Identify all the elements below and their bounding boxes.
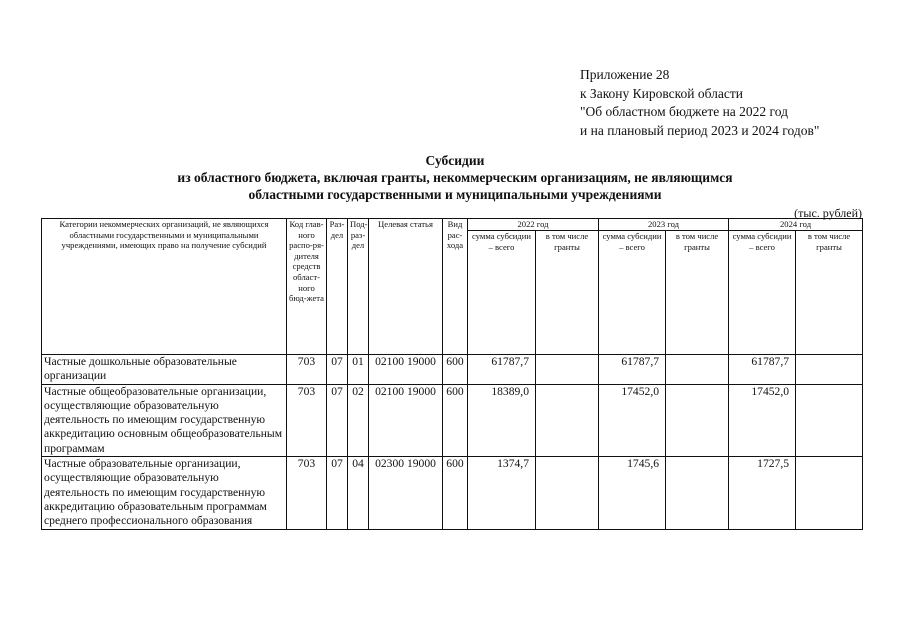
table-row — [42, 384, 863, 456]
header-grants-2024: в том числе гранты — [796, 231, 863, 355]
header-grants-2023: в том числе гранты — [666, 231, 729, 355]
header-category: Категории некоммерческих организаций, не являющихся областными государственными и муниципальными учреждениями, имеющих право на получение субсидий — [42, 219, 287, 355]
row-sum-2024: 17452,0 — [729, 384, 796, 456]
subsidies-table — [41, 218, 863, 530]
row-section: 07 — [327, 384, 348, 456]
header-sum-2023: сумма субсидии – всего — [599, 231, 666, 355]
row-subsection: 02 — [348, 384, 369, 456]
table-row — [42, 457, 863, 529]
row-sum-2024: 1727,5 — [729, 457, 796, 529]
row-sum-2022: 61787,7 — [468, 355, 536, 385]
row-grants-2023 — [666, 384, 729, 456]
header-code: Код глав-ного распо-ря-дителя средств област-ного бюд-жета — [287, 219, 327, 355]
row-expense-type: 600 — [443, 457, 468, 529]
row-code: 703 — [287, 355, 327, 385]
appendix-line: к Закону Кировской области — [580, 85, 744, 101]
row-category: Частные образовательные организации, осуществляющие образовательную деятельность по имеющим государственную аккредитацию образовательным программам среднего профессионального образования — [42, 457, 287, 529]
appendix-line: и на плановый период 2023 и 2024 годов" — [580, 122, 820, 138]
header-grants-2022: в том числе гранты — [536, 231, 599, 355]
header-year-2023: 2023 год — [599, 219, 729, 231]
row-grants-2022 — [536, 355, 599, 385]
title-line-3: областными государственными и муниципальными учреждениями — [248, 187, 662, 202]
row-section: 07 — [327, 355, 348, 385]
row-grants-2024 — [796, 384, 863, 456]
row-target: 02300 19000 — [369, 457, 443, 529]
row-sum-2023: 1745,6 — [599, 457, 666, 529]
units-label: (тыс. рублей) — [794, 206, 862, 220]
row-sum-2022: 18389,0 — [468, 384, 536, 456]
row-subsection: 01 — [348, 355, 369, 385]
row-grants-2023 — [666, 457, 729, 529]
appendix-reference — [580, 66, 819, 140]
title-line-2: из областного бюджета, включая гранты, некоммерческим организациям, не являющимся — [177, 170, 733, 185]
row-sum-2022: 1374,7 — [468, 457, 536, 529]
row-category: Частные дошкольные образовательные организации — [42, 355, 287, 385]
row-section: 07 — [327, 457, 348, 529]
row-grants-2022 — [536, 384, 599, 456]
row-category: Частные общеобразовательные организации, осуществляющие образовательную деятельность по имеющим государственную аккредитацию основным общеобразовательным программам — [42, 384, 287, 456]
row-expense-type: 600 — [443, 384, 468, 456]
title-line-1: Субсидии — [425, 153, 485, 168]
row-grants-2024 — [796, 457, 863, 529]
row-subsection: 04 — [348, 457, 369, 529]
row-target: 02100 19000 — [369, 355, 443, 385]
appendix-line: Приложение 28 — [580, 67, 670, 82]
row-sum-2024: 61787,7 — [729, 355, 796, 385]
document-title — [40, 152, 870, 203]
table-row — [42, 355, 863, 385]
row-code: 703 — [287, 384, 327, 456]
row-target: 02100 19000 — [369, 384, 443, 456]
header-sum-2022: сумма субсидии – всего — [468, 231, 536, 355]
appendix-line: "Об областном бюджете на 2022 год — [580, 104, 788, 119]
row-code: 703 — [287, 457, 327, 529]
header-section: Раз-дел — [327, 219, 348, 355]
header-sum-2024: сумма субсидии – всего — [729, 231, 796, 355]
header-year-2022: 2022 год — [468, 219, 599, 231]
header-target: Целевая статья — [369, 219, 443, 355]
row-grants-2023 — [666, 355, 729, 385]
row-sum-2023: 61787,7 — [599, 355, 666, 385]
row-grants-2024 — [796, 355, 863, 385]
row-sum-2023: 17452,0 — [599, 384, 666, 456]
row-grants-2022 — [536, 457, 599, 529]
header-year-2024: 2024 год — [729, 219, 863, 231]
row-expense-type: 600 — [443, 355, 468, 385]
header-expense-type: Вид рас-хода — [443, 219, 468, 355]
header-subsection: Под-раз-дел — [348, 219, 369, 355]
